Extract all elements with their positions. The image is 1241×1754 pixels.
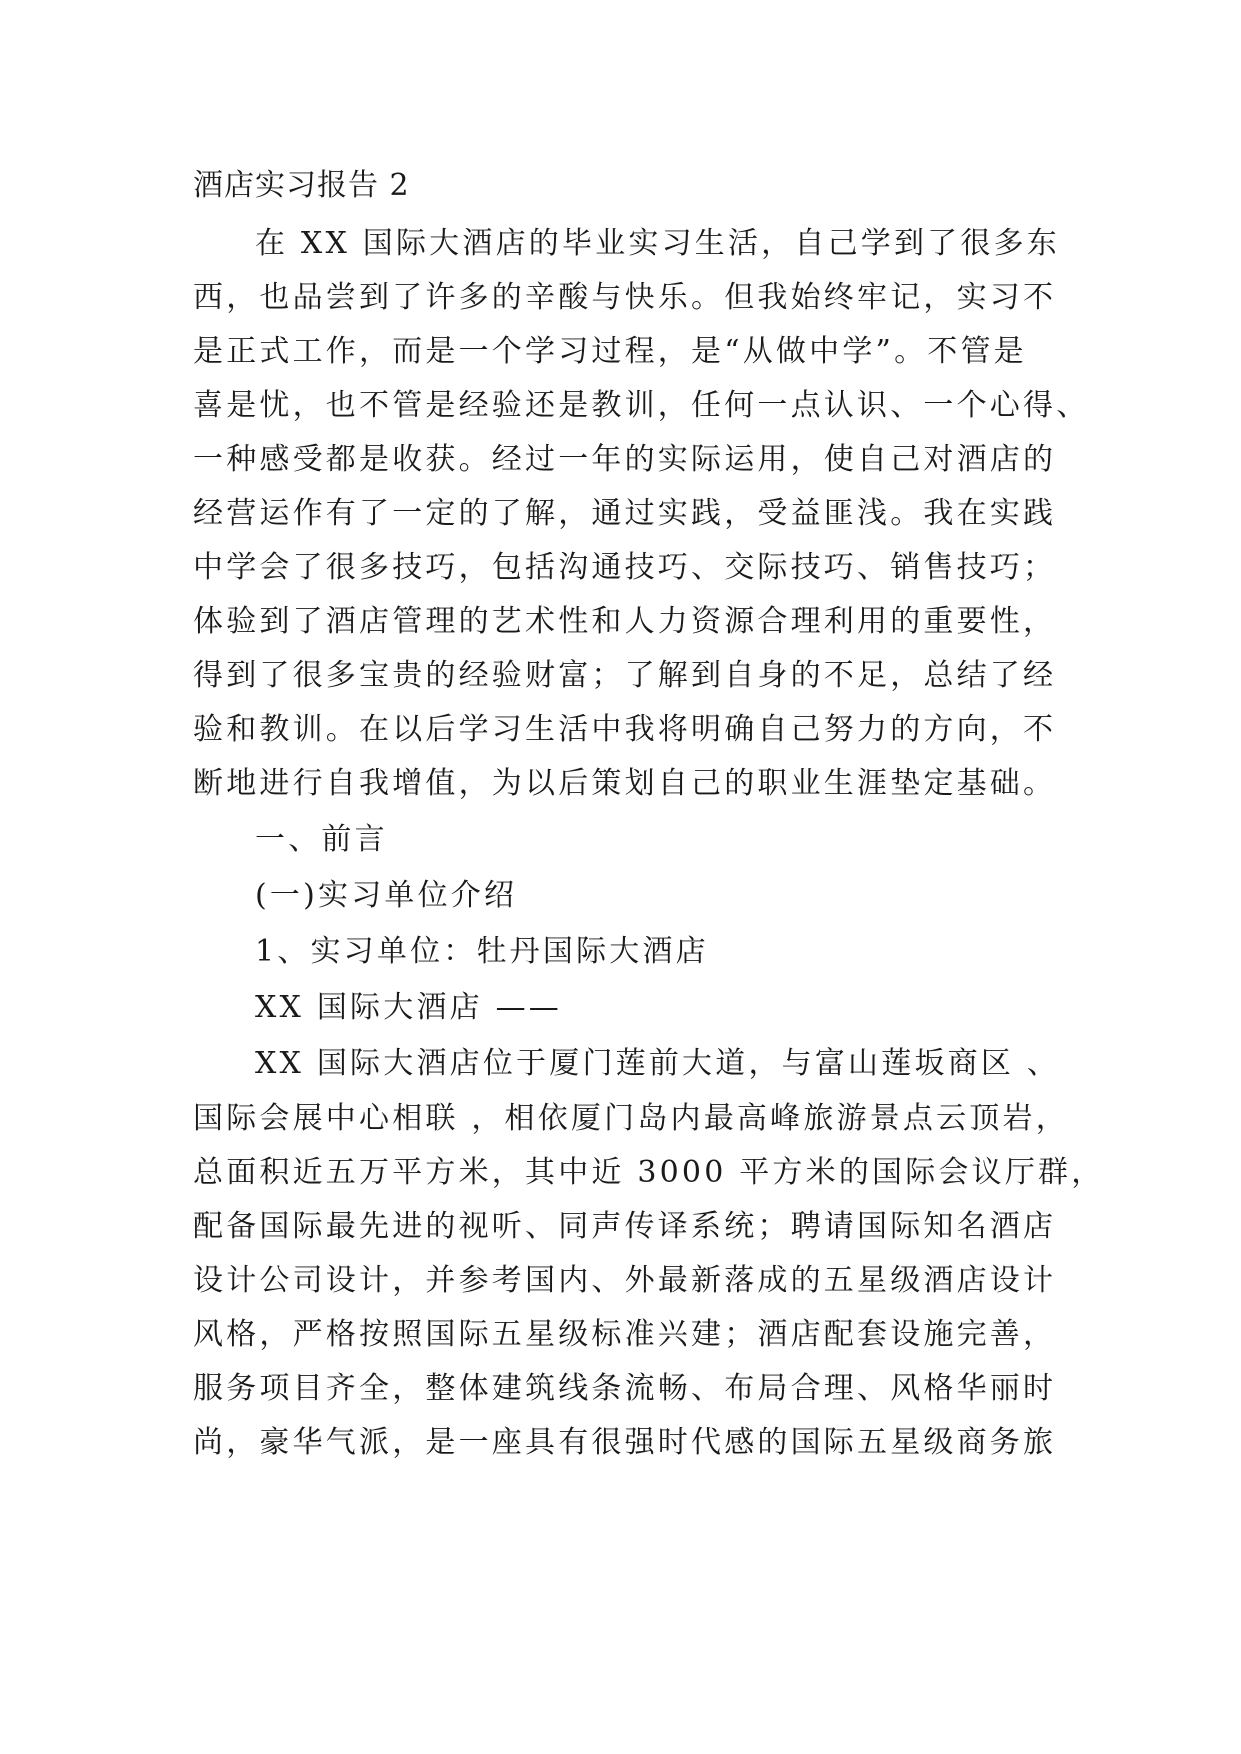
- paragraph-line: 在 XX 国际大酒店的毕业实习生活，自己学到了很多东: [255, 226, 1060, 261]
- paragraph-line: 体验到了酒店管理的艺术性和人力资源合理利用的重要性，: [193, 604, 1057, 639]
- paragraph-line: 尚，豪华气派，是一座具有很强时代感的国际五星级商务旅: [193, 1425, 1057, 1460]
- list-item: 1、实习单位：牡丹国际大酒店: [255, 934, 709, 969]
- paragraph-line: 断地进行自我增值，为以后策划自己的职业生涯垫定基础。: [193, 766, 1057, 801]
- paragraph-line: 风格，严格按照国际五星级标准兴建；酒店配套设施完善，: [193, 1317, 1057, 1352]
- paragraph-line: 是正式工作，而是一个学习过程，是“从做中学”。不管是: [193, 334, 1027, 369]
- paragraph-line: 设计公司设计，并参考国内、外最新落成的五星级酒店设计: [193, 1263, 1057, 1298]
- paragraph-line: 得到了很多宝贵的经验财富；了解到自身的不足，总结了经: [193, 658, 1057, 693]
- paragraph-line: 经营运作有了一定的了解，通过实践，受益匪浅。我在实践: [193, 496, 1057, 531]
- paragraph-line: 喜是忧，也不管是经验还是教训，任何一点认识、一个心得、: [193, 388, 1090, 423]
- section-heading: 一、前言: [255, 822, 388, 857]
- paragraph-line: 总面积近五万平方米，其中近 3000 平方米的国际会议厅群，: [193, 1155, 1105, 1190]
- paragraph-line: 验和教训。在以后学习生活中我将明确自己努力的方向，不: [193, 712, 1057, 747]
- paragraph-line: XX 国际大酒店位于厦门莲前大道，与富山莲坂商区 、: [255, 1046, 1060, 1081]
- paragraph-line: XX 国际大酒店 ——: [255, 990, 562, 1025]
- paragraph-line: 国际会展中心相联 ，相依厦门岛内最高峰旅游景点云顶岩，: [193, 1101, 1069, 1136]
- paragraph-line: 服务项目齐全，整体建筑线条流畅、布局合理、风格华丽时: [193, 1371, 1057, 1406]
- paragraph-line: 配备国际最先进的视听、同声传译系统；聘请国际知名酒店: [193, 1209, 1057, 1244]
- paragraph-line: 中学会了很多技巧，包括沟通技巧、交际技巧、销售技巧；: [193, 550, 1057, 585]
- document-title: 酒店实习报告 2: [193, 168, 410, 203]
- paragraph-line: 西，也品尝到了许多的辛酸与快乐。但我始终牢记，实习不: [193, 280, 1057, 315]
- paragraph-line: 一种感受都是收获。经过一年的实际运用，使自己对酒店的: [193, 442, 1057, 477]
- subsection-heading: (一)实习单位介绍: [255, 878, 518, 913]
